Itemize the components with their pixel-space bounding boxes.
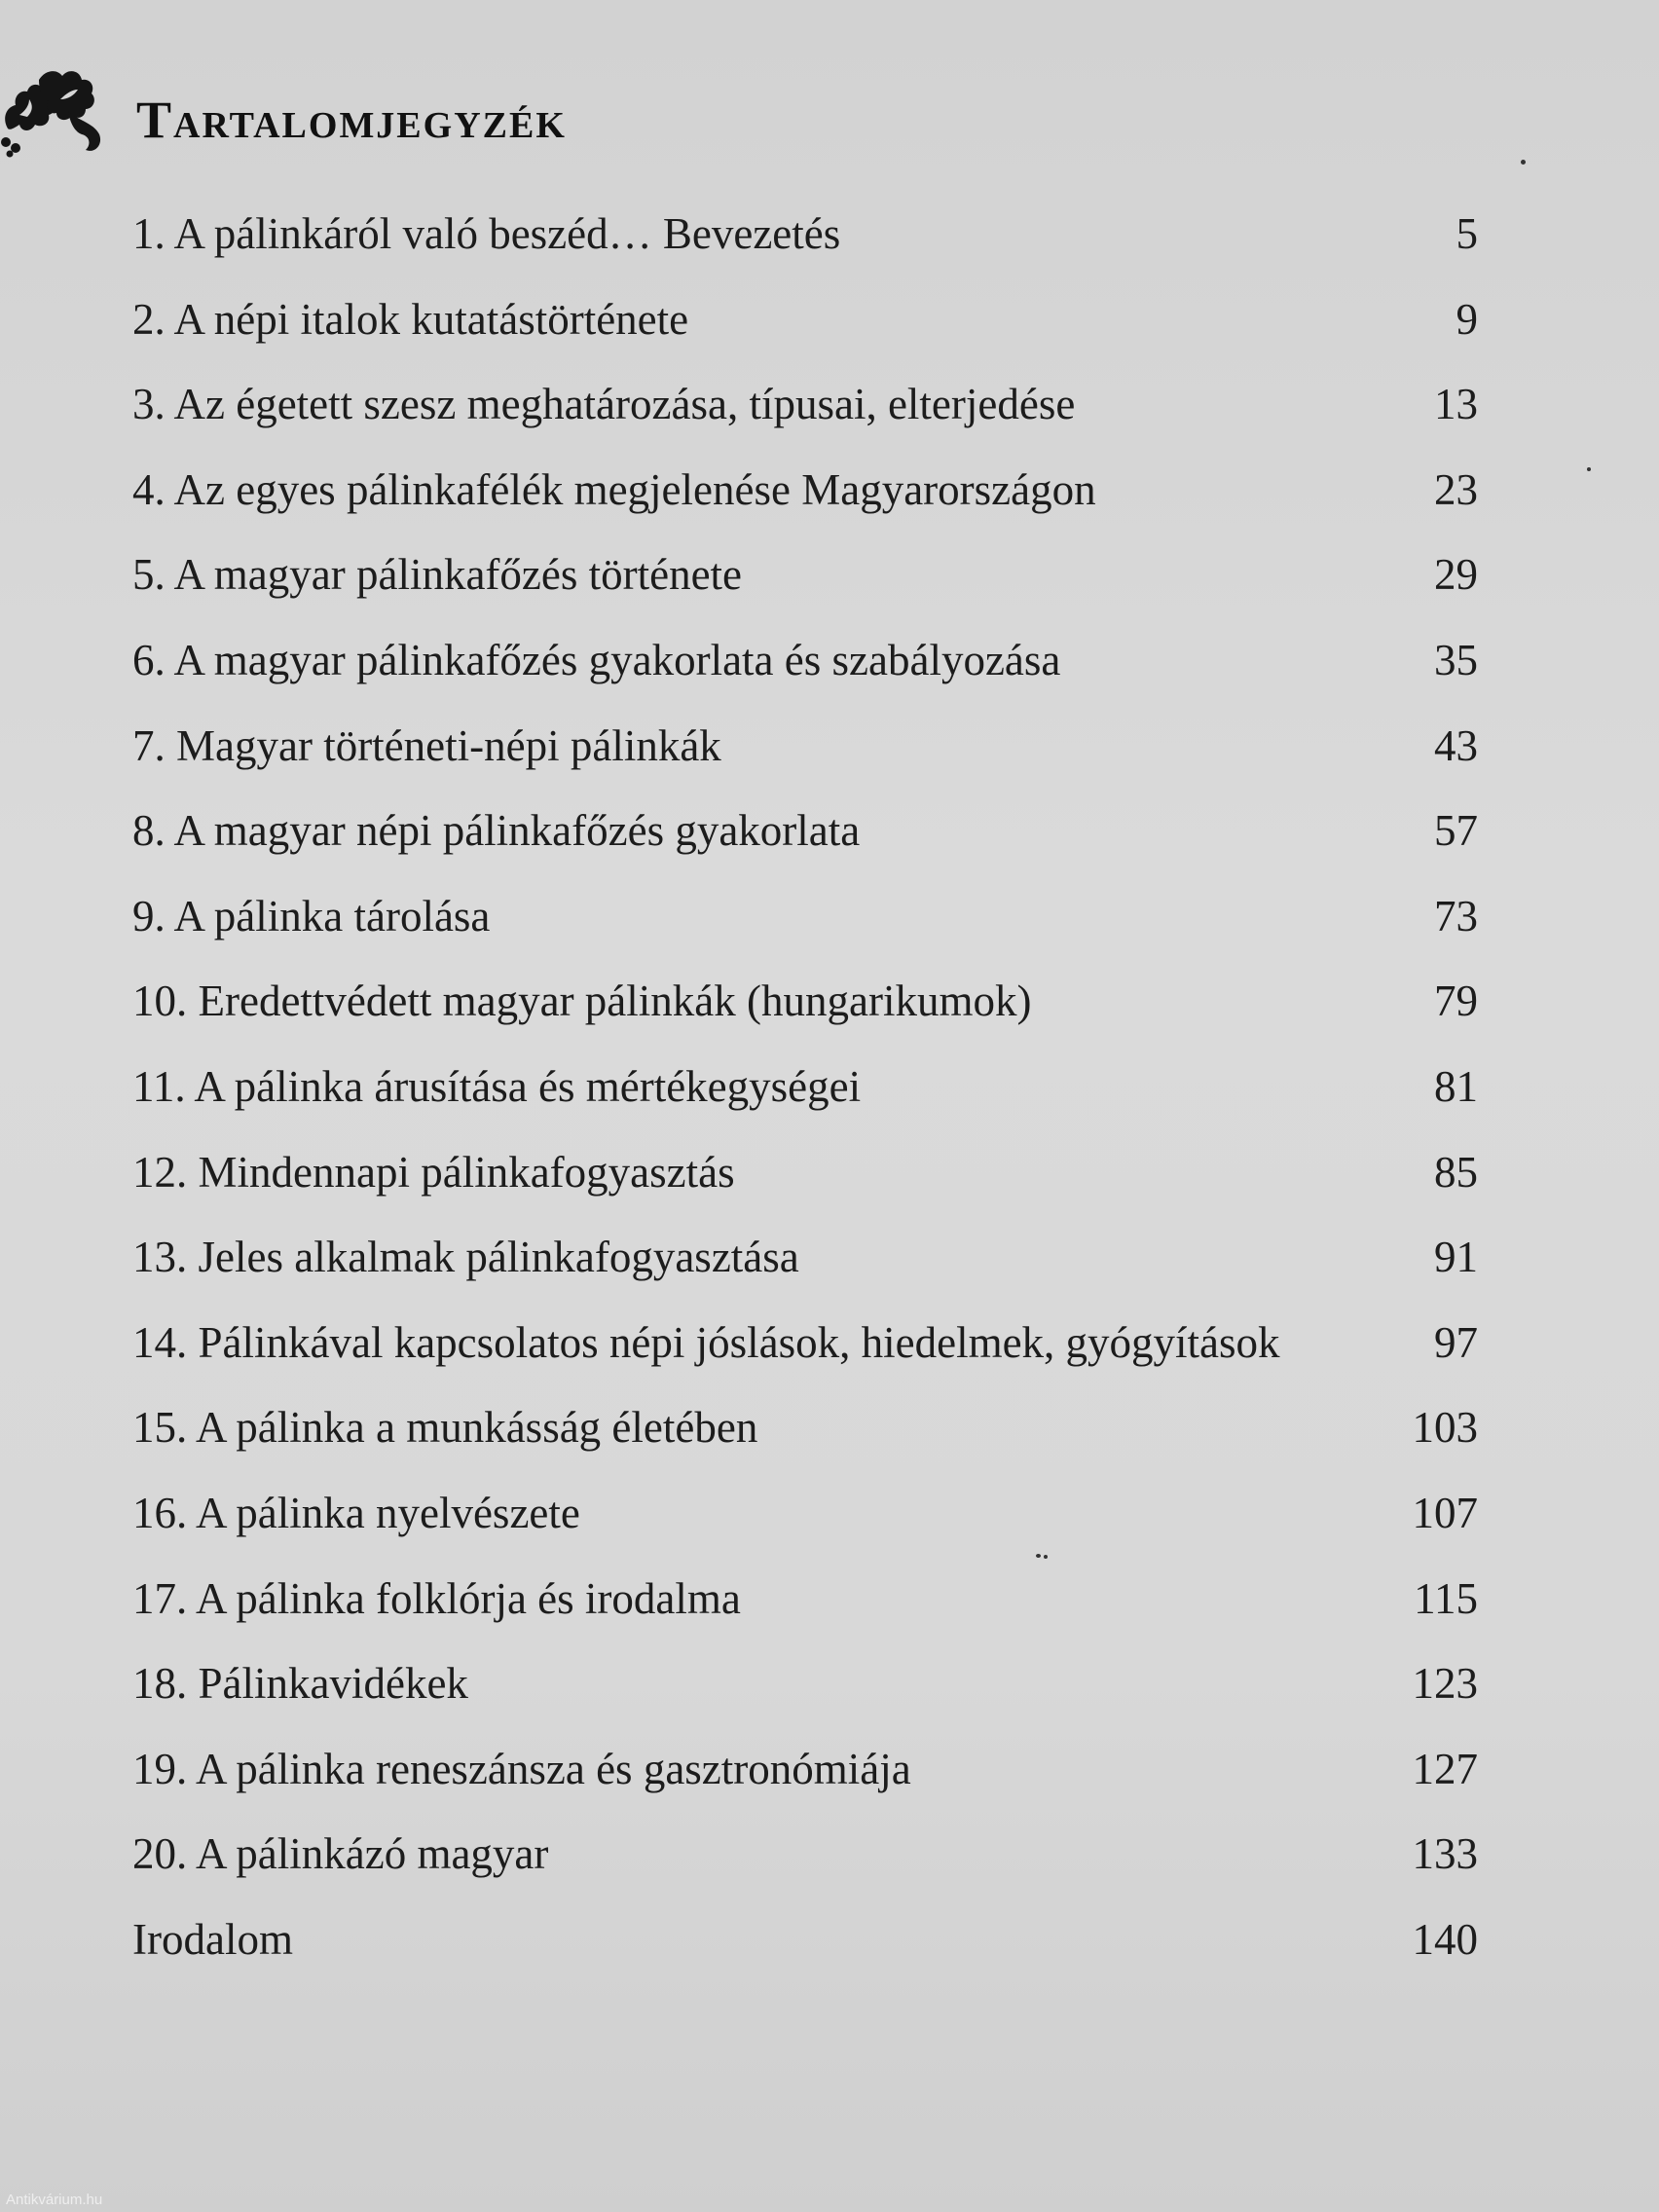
toc-entry-title: 9. A pálinka tárolása [132,891,491,940]
toc-entry-title: 14. Pálinkával kapcsolatos népi jóslások, hiedelmek, gyógyítások [132,1317,1280,1367]
toc-entry-title: 13. Jeles alkalmak pálinkafogyasztása [132,1233,799,1282]
toc-entry [132,976,1478,1061]
toc-entry-page-number: 13 [1434,380,1478,429]
toc-entry-title: Irodalom [132,1914,293,1964]
toc-entry-title: 18. Pálinkavidékek [132,1659,468,1709]
toc-entry-page-number: 91 [1434,1233,1478,1282]
toc-entry [132,1658,1478,1744]
toc-entry [132,464,1478,550]
toc-entry-title: 19. A pálinka reneszánsza és gasztronómiája [132,1744,911,1793]
toc-entry-page-number: 133 [1412,1829,1478,1879]
toc-entry [132,720,1478,806]
toc-entry [132,379,1478,464]
toc-entry-page-number: 107 [1412,1488,1478,1537]
toc-entry-title: 20. A pálinkázó magyar [132,1829,549,1879]
paper-speck [1521,160,1526,165]
toc-entry [132,1061,1478,1147]
toc-entry-page-number: 35 [1434,635,1478,684]
toc-entry-title: 7. Magyar történeti-népi pálinkák [132,720,721,770]
toc-entry-page-number: 140 [1412,1914,1478,1964]
toc-entry-title: 6. A magyar pálinkafőzés gyakorlata és szabályozása [132,635,1061,684]
toc-entry-page-number: 123 [1412,1659,1478,1709]
toc-entry [132,805,1478,891]
toc-entry [132,1744,1478,1829]
toc-entry [132,1317,1478,1403]
toc-entry-page-number: 9 [1456,294,1478,344]
toc-entry-page-number: 29 [1434,550,1478,600]
toc-entry-page-number: 81 [1434,1061,1478,1111]
toc-entry-title: 1. A pálinkáról való beszéd… Bevezetés [132,209,841,258]
toc-entry-page-number: 103 [1412,1403,1478,1453]
paper-speck [1044,1555,1048,1559]
toc-entry-page-number: 85 [1434,1147,1478,1197]
toc-entry [132,1147,1478,1233]
toc-entry-title: 5. A magyar pálinkafőzés története [132,550,743,600]
toc-entry-page-number: 23 [1434,464,1478,514]
toc-entry-title: 3. Az égetett szesz meghatározása, típusai, elterjedése [132,380,1076,429]
table-of-contents [132,208,1478,1999]
toc-entry-title: 17. A pálinka folklórja és irodalma [132,1573,741,1623]
toc-entry [132,1488,1478,1573]
toc-entry-page-number: 5 [1456,209,1478,258]
toc-entry-page-number: 73 [1434,891,1478,940]
toc-entry [132,1573,1478,1659]
toc-entry [132,1828,1478,1914]
toc-entry [132,1914,1478,2000]
toc-entry-title: 15. A pálinka a munkásság életében [132,1403,758,1453]
grape-leaf-ornament-icon [0,60,105,158]
toc-entry [132,294,1478,380]
toc-entry-page-number: 127 [1412,1744,1478,1793]
page-title: Tartalomjegyzék [136,91,567,149]
toc-entry [132,635,1478,720]
toc-entry [132,1402,1478,1488]
toc-entry-title: 10. Eredettvédett magyar pálinkák (hungarikumok) [132,977,1032,1026]
toc-entry-title: 16. A pálinka nyelvészete [132,1488,580,1537]
watermark-text: Antikvárium.hu [6,2192,103,2208]
toc-entry-title: 12. Mindennapi pálinkafogyasztás [132,1147,735,1197]
paper-speck [1036,1554,1041,1558]
toc-entry-title: 2. A népi italok kutatástörténete [132,294,689,344]
toc-entry-title: 8. A magyar népi pálinkafőzés gyakorlata [132,806,861,856]
toc-entry-title: 11. A pálinka árusítása és mértékegységei [132,1061,862,1111]
toc-entry-page-number: 43 [1434,720,1478,770]
toc-entry-page-number: 97 [1434,1317,1478,1367]
toc-entry [132,208,1478,294]
toc-entry-page-number: 115 [1414,1573,1478,1623]
paper-speck [1587,467,1591,471]
toc-entry-page-number: 57 [1434,806,1478,856]
toc-entry [132,891,1478,977]
toc-entry-page-number: 79 [1434,977,1478,1026]
toc-entry [132,1232,1478,1317]
toc-entry [132,549,1478,635]
toc-entry-title: 4. Az egyes pálinkafélék megjelenése Magyarországon [132,464,1096,514]
